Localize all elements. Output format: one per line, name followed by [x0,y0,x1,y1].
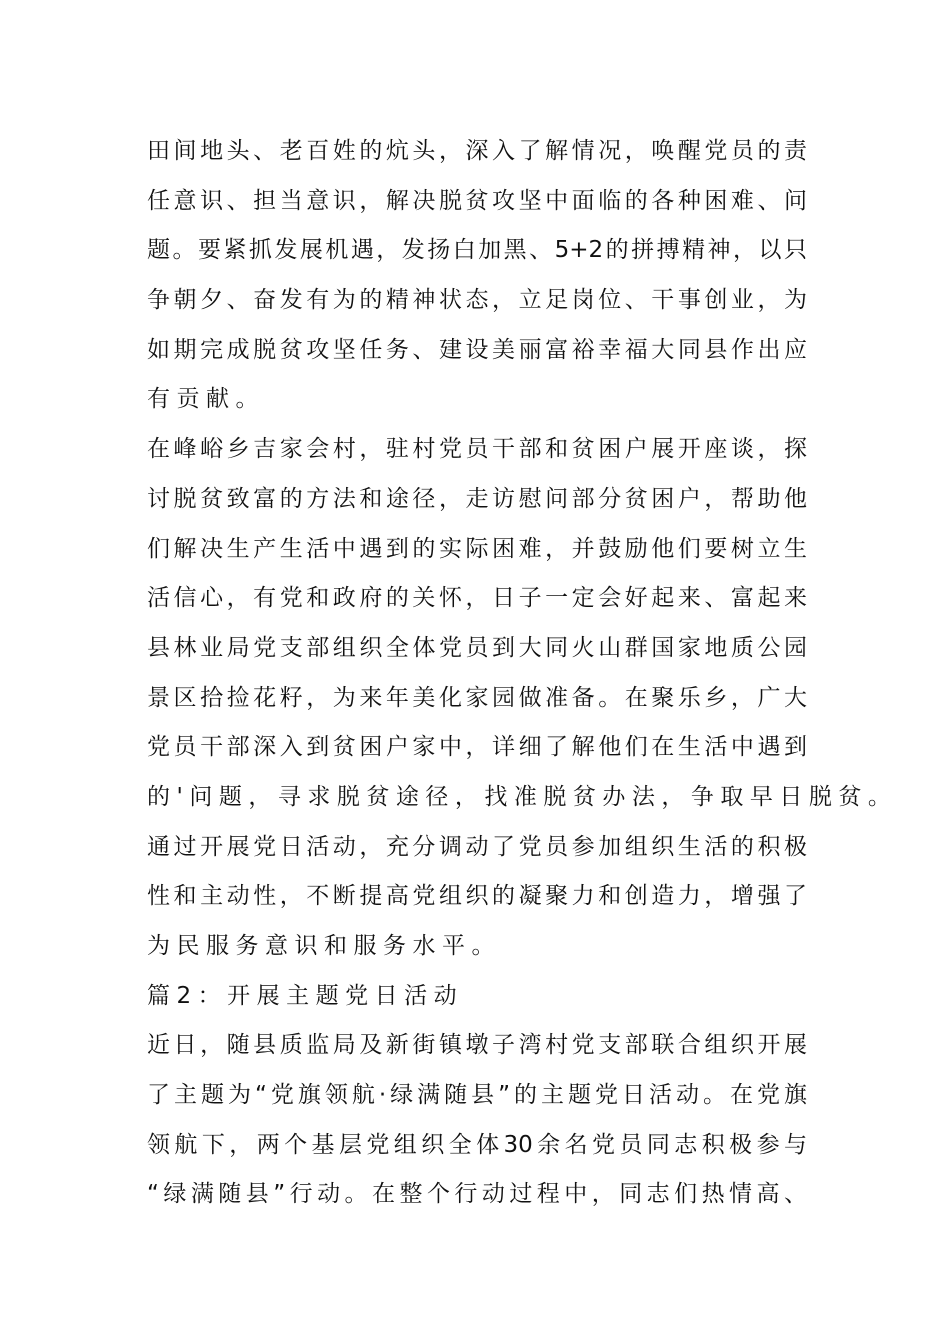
text-line: 县林业局党支部组织全体党员到大同火山群国家地质公园 [147,634,807,661]
text-line: 为民服务意识和服务水平。 [147,933,501,959]
text-line: 活信心，有党和政府的关怀，日子一定会好起来、富起来 [147,585,807,612]
text-line: 领航下，两个基层党组织全体30余名党员同志积极参与 [147,1131,807,1158]
text-line: 任意识、担当意识，解决脱贫攻坚中面临的各种困难、问 [147,187,807,214]
text-line: 的'问题，寻求脱贫途径，找准脱贫办法，争取早日脱贫。 [147,783,898,810]
text-line: 篇2：开展主题党日活动 [147,982,464,1009]
text-line: 田间地头、老百姓的炕头，深入了解情况，唤醒党员的责 [147,138,807,164]
text-line: 讨脱贫致富的方法和途径，走访慰问部分贫困户，帮助他 [147,485,807,512]
text-line: 景区拾捡花籽，为来年美化家园做准备。在聚乐乡，广大 [147,684,807,711]
text-line: 通过开展党日活动，充分调动了党员参加组织生活的积极 [147,833,807,860]
text-line: 争朝夕、奋发有为的精神状态，立足岗位、干事创业，为 [147,287,807,314]
text-line: 们解决生产生活中遇到的实际困难，并鼓励他们要树立生 [147,535,807,562]
text-line: 题。要紧抓发展机遇，发扬白加黑、5+2的拼搏精神，以只 [147,237,807,264]
text-line: 在峰峪乡吉家会村，驻村党员干部和贫困户展开座谈，探 [147,436,807,463]
document-page [147,127,898,1220]
text-line: 有贡献。 [147,386,265,413]
text-line: 了主题为“党旗领航·绿满随县”的主题党日活动。在党旗 [147,1082,807,1109]
text-line: 党员干部深入到贫困户家中，详细了解他们在生活中遇到 [147,734,807,761]
text-line: 性和主动性，不断提高党组织的凝聚力和创造力，增强了 [147,883,807,910]
text-line: 如期完成脱贫攻坚任务、建设美丽富裕幸福大同县作出应 [147,336,807,363]
text-line: 近日，随县质监局及新街镇墩子湾村党支部联合组织开展 [147,1032,807,1059]
text-line: “绿满随县”行动。在整个行动过程中，同志们热情高、 [147,1181,807,1208]
